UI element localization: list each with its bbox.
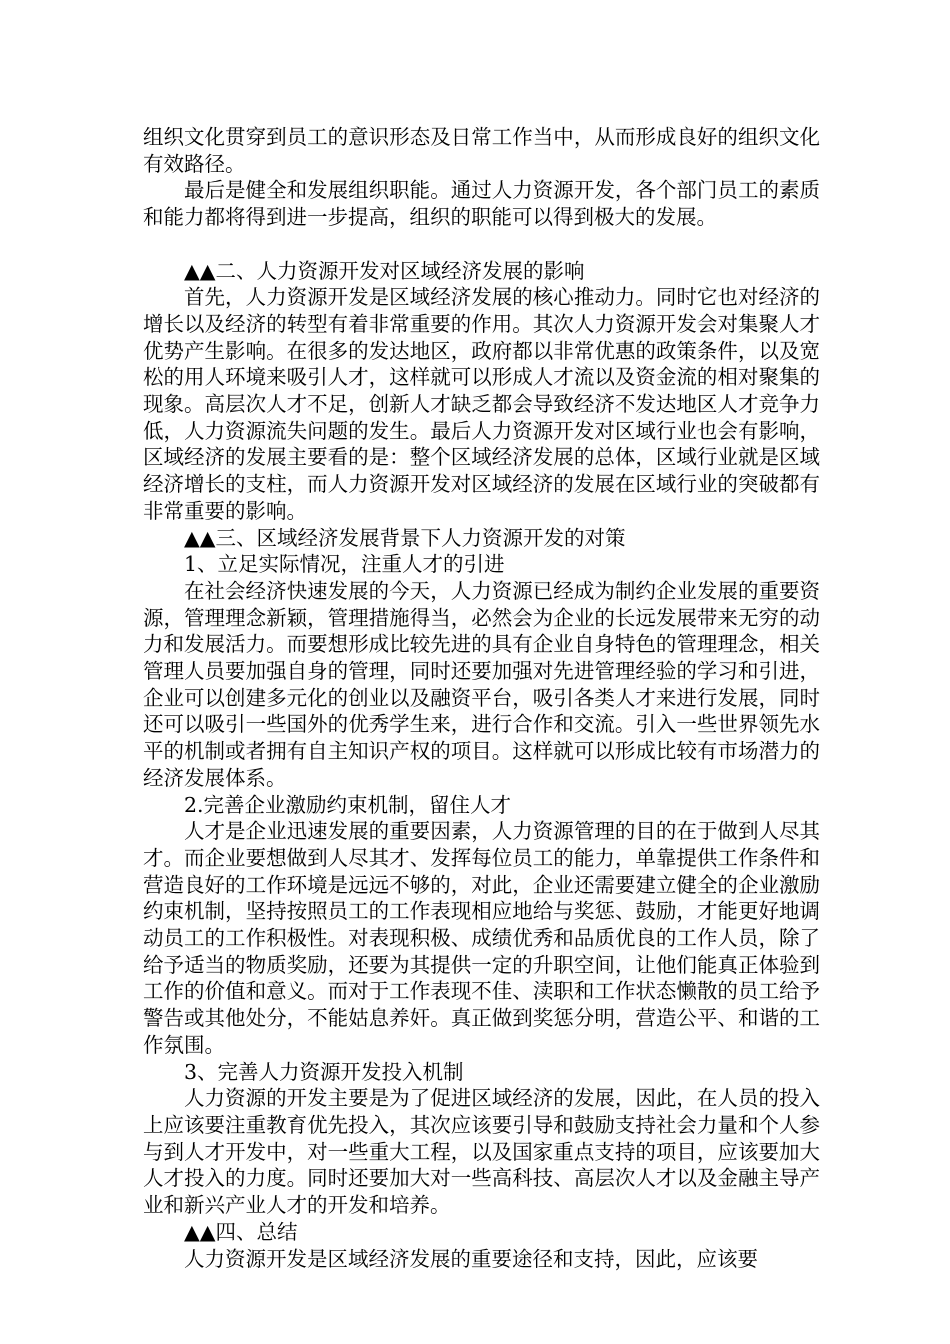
paragraph-org-culture-end: 组织文化贯穿到员工的意识形态及日常工作当中，从而形成良好的组织文化有效路径。 bbox=[143, 125, 820, 176]
paragraph-incentive: 人才是企业迅速发展的重要因素，人力资源管理的目的在于做到人尽其才。而企业要想做到人尽其才、发挥每位员工的能力，单靠提供工作条件和营造良好的工作环境是远远不够的，对此，企业还需要建立健全的企业激励约束机制，坚持按照员工的工作表现相应地给与奖惩、鼓励，才能更好地调动员工的工作积极性。对表现积极、成绩优秀和品质优良的工作人员，除了给予适当的物质奖励，还要为其提供一定的升职空间，让他们能真正体验到工作的价值和意义。而对于工作表现不佳、渎职和工作状态懒散的员工给予警告或其他处分，不能姑息养奸。真正做到奖惩分明，营造公平、和谐的工作氛围。 bbox=[143, 819, 820, 1057]
blank-line bbox=[143, 231, 820, 258]
paragraph-talent-introduction: 在社会经济快速发展的今天，人力资源已经成为制约企业发展的重要资源，管理理念新颖，管理措施得当，必然会为企业的长远发展带来无穷的动力和发展活力。而要想形成比较先进的具有企业自身特色的管理理念，相关管理人员要加强自身的管理，同时还要加强对先进管理经验的学习和引进，企业可以创建多元化的创业以及融资平台，吸引各类人才来进行发展，同时还可以吸引一些国外的优秀学生来，进行合作和交流。引入一些世界领先水平的机制或者拥有自主知识产权的项目。这样就可以形成比较有市场潜力的经济发展体系。 bbox=[143, 578, 820, 790]
subheading-3-3: 3、完善人力资源开发投入机制 bbox=[184, 1059, 464, 1084]
section-heading-4: ▲▲四、总结 bbox=[184, 1219, 298, 1244]
paragraph-org-function: 最后是健全和发展组织职能。通过人力资源开发，各个部门员工的素质和能力都将得到进一步提高，组织的职能可以得到极大的发展。 bbox=[143, 178, 820, 230]
document-page bbox=[143, 124, 820, 1272]
paragraph-impact: 首先，人力资源开发是区域经济发展的核心推动力。同时它也对经济的增长以及经济的转型有着非常重要的作用。其次人力资源开发会对集聚人才优势产生影响。在很多的发达地区，政府都以非常优惠的政策条件，以及宽松的用人环境来吸引人才，这样就可以形成人才流以及资金流的相对聚集的现象。高层次人才不足，创新人才缺乏都会导致经济不发达地区人才竞争力低，人力资源流失问题的发生。最后人力资源开发对区域行业也会有影响，区域经济的发展主要看的是：整个区域经济发展的总体，区域行业就是区域经济增长的支柱，而人力资源开发对区域经济的发展在区域行业的突破都有非常重要的影响。 bbox=[143, 285, 820, 523]
subheading-3-2: 2.完善企业激励约束机制，留住人才 bbox=[184, 792, 512, 817]
section-heading-2: ▲▲二、人力资源开发对区域经济发展的影响 bbox=[184, 258, 585, 283]
paragraph-investment: 人力资源的开发主要是为了促进区域经济的发展，因此，在人员的投入上应该要注重教育优先投入，其次应该要引导和鼓励支持社会力量和个人参与到人才开发中，对一些重大工程，以及国家重点支持的项目，应该要加大人才投入的力度。同时还要加大对一些高科技、高层次人才以及金融主导产业和新兴产业人才的开发和培养。 bbox=[143, 1086, 820, 1218]
paragraph-summary: 人力资源开发是区域经济发展的重要途径和支持，因此，应该要 bbox=[184, 1246, 758, 1271]
subheading-3-1: 1、立足实际情况，注重人才的引进 bbox=[184, 552, 505, 577]
section-heading-3: ▲▲三、区域经济发展背景下人力资源开发的对策 bbox=[184, 525, 626, 550]
